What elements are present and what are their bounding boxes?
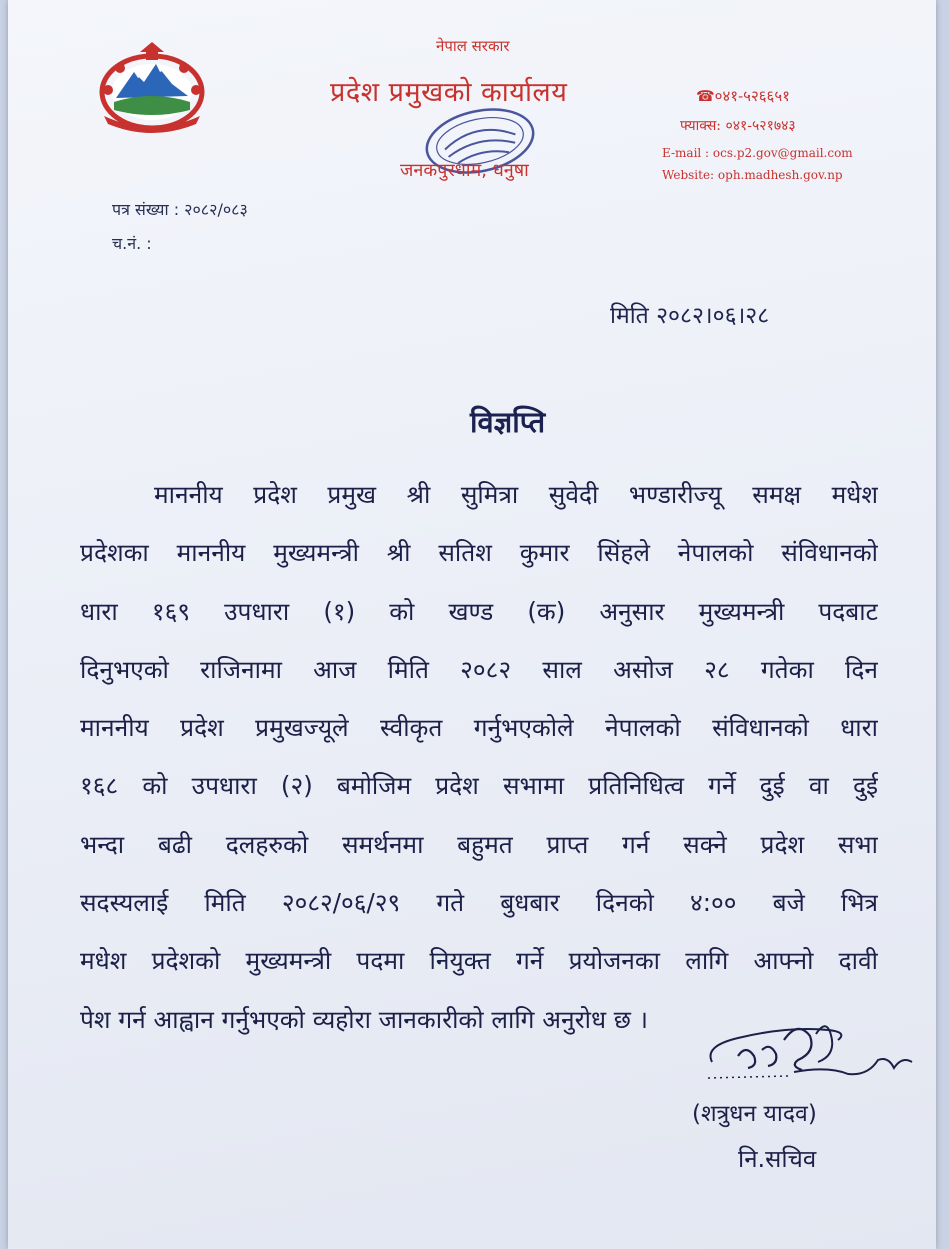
letter-date: मिति २०८२।०६।२८ (610, 303, 770, 329)
website-address: Website: oph.madhesh.gov.np (662, 168, 843, 182)
body-line: पेश गर्न आह्वान गर्नुभएको व्यहोरा जानकारीको लागि अनुरोध छ । (80, 1004, 649, 1034)
body-line: भन्दा बढी दलहरुको समर्थनमा बहुमत प्राप्त गर्न सक्ने प्रदेश सभा (80, 829, 878, 859)
government-label: नेपाल सरकार (436, 37, 510, 55)
letter-page (8, 0, 936, 1249)
body-line: १६८ को उपधारा (२) बमोजिम प्रदेश सभामा प्रतिनिधित्व गर्ने दुई वा दुई (80, 771, 878, 801)
nepal-emblem-icon (96, 38, 208, 134)
notice-heading: विज्ञप्ति (470, 405, 546, 439)
office-address: जनकपुरधाम, धनुषा (400, 160, 529, 181)
body-line: प्रदेशका माननीय मुख्यमन्त्री श्री सतिश कुमार सिंहले नेपालको संविधानको (80, 538, 878, 568)
body-line: मधेश प्रदेशको मुख्यमन्त्री पदमा नियुक्त गर्ने प्रयोजनका लागि आफ्नो दावी (80, 946, 878, 976)
body-line: सदस्यलाई मिति २०८२/०६/२९ गते बुधबार दिनको ४:०० बजे भित्र (80, 888, 878, 918)
body-line: दिनुभएको राजिनामा आज मिति २०८२ साल असोज २८ गतेका दिन (80, 654, 878, 684)
fax-number: फ्याक्स: ०४१-५२१७४३ (680, 118, 796, 134)
letter-number: पत्र संख्या : २०८२/०८३ (112, 200, 248, 219)
handwritten-signature-icon (698, 1016, 928, 1092)
signatory-name: (शत्रुधन यादव) (692, 1101, 817, 1127)
signatory-designation: नि.सचिव (738, 1145, 817, 1173)
body-line: माननीय प्रदेश प्रमुखज्यूले स्वीकृत गर्नुभएकोले नेपालको संविधानको धारा (80, 713, 878, 743)
notice-body (80, 466, 878, 1049)
office-title: प्रदेश प्रमुखको कार्यालय (330, 77, 568, 108)
body-line: माननीय प्रदेश प्रमुख श्री सुमित्रा सुवेदी भण्डारीज्यू समक्ष मधेश (154, 480, 878, 509)
body-line: धारा १६९ उपधारा (१) को खण्ड (क) अनुसार मुख्यमन्त्री पदबाट (80, 596, 878, 626)
dispatch-number: च.नं. : (112, 234, 152, 253)
phone-number: ☎०४१-५२६६५१ (696, 87, 790, 105)
email-address: E-mail : ocs.p2.gov@gmail.com (662, 146, 853, 160)
